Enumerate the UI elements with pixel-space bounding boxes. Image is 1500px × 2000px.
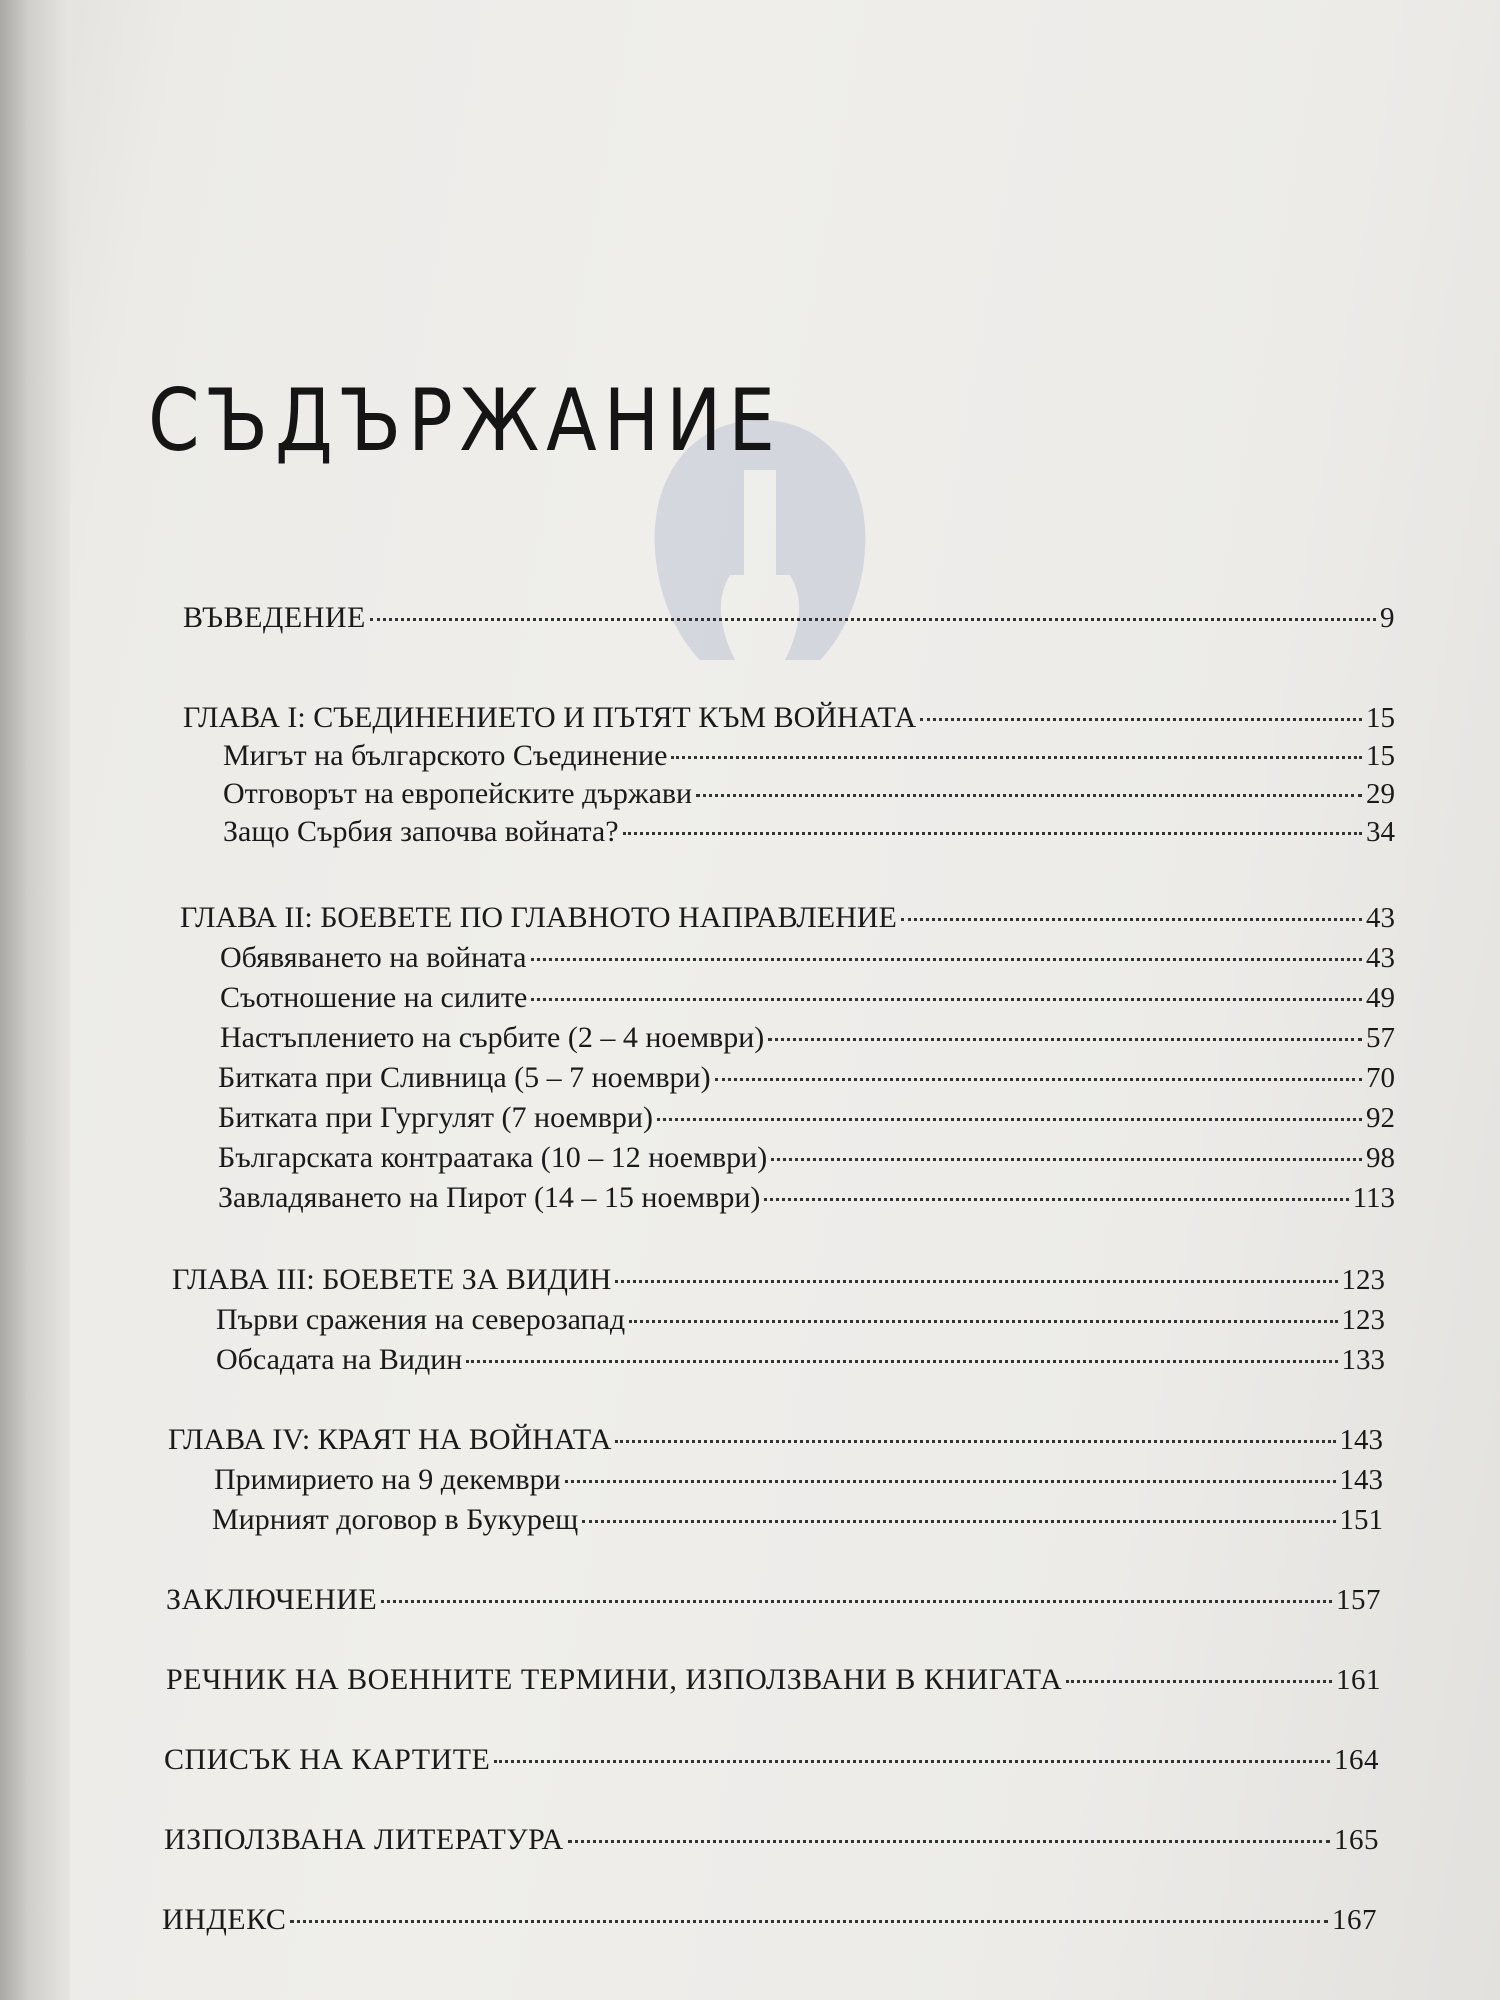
toc-entry-label: ИНДЕКС [162, 1903, 287, 1936]
toc-entry-page: 161 [1336, 1664, 1381, 1696]
toc-entry-introduction[interactable] [183, 600, 1395, 636]
toc-entry-page: 29 [1366, 778, 1395, 810]
toc-section[interactable] [223, 814, 1395, 850]
toc-entry-label: Българската контраатака (10 – 12 ноември) [218, 1141, 768, 1174]
toc-entry-page: 123 [1341, 1304, 1385, 1336]
toc-entry-label: ГЛАВА III: БОЕВЕТЕ ЗА ВИДИН [172, 1263, 612, 1296]
toc-leader-dots [565, 1480, 1336, 1483]
toc-entry-page: 157 [1336, 1584, 1381, 1616]
toc-entry-page: 9 [1380, 602, 1395, 634]
toc-entry-label: ИЗПОЛЗВАНА ЛИТЕРАТУРА [164, 1823, 564, 1856]
toc-entry-page: 43 [1366, 942, 1395, 974]
toc-entry-page: 123 [1341, 1264, 1385, 1296]
toc-section[interactable] [220, 940, 1395, 976]
toc-entry-page: 70 [1366, 1062, 1395, 1094]
toc-entry-page: 57 [1366, 1022, 1395, 1054]
toc-entry-label: ЗАКЛЮЧЕНИЕ [166, 1583, 378, 1616]
toc-entry-label: Съотношение на силите [220, 981, 528, 1014]
toc-section[interactable] [212, 1502, 1383, 1538]
toc-leader-dots [920, 718, 1362, 721]
toc-entry-conclusion[interactable] [166, 1582, 1381, 1618]
toc-leader-dots [466, 1360, 1337, 1363]
toc-entry-label: Защо Сърбия започва войната? [223, 815, 619, 848]
toc-leader-dots [629, 1320, 1337, 1323]
toc-entry-page: 43 [1366, 902, 1395, 934]
toc-leader-dots [771, 1158, 1362, 1161]
toc-entry-page: 15 [1366, 702, 1395, 734]
toc-entry-page: 165 [1334, 1824, 1379, 1856]
toc-leader-dots [623, 832, 1362, 835]
toc-leader-dots [696, 794, 1362, 797]
toc-leader-dots [615, 1280, 1337, 1283]
toc-entry-label: ГЛАВА IV: КРАЯТ НА ВОЙНАТА [168, 1423, 612, 1456]
toc-entry-label: РЕЧНИК НА ВОЕННИТЕ ТЕРМИНИ, ИЗПОЛЗВАНИ В КНИГАТА [166, 1663, 1063, 1696]
toc-entry-label: ВЪВЕДЕНИЕ [183, 601, 366, 634]
toc-entry-label: Настъплението на сърбите (2 – 4 ноември) [220, 1021, 765, 1054]
toc-entry-page: 164 [1334, 1744, 1379, 1776]
toc-entry-list-of-maps[interactable] [164, 1742, 1379, 1778]
toc-entry-label: ГЛАВА I: СЪЕДИНЕНИЕТО И ПЪТЯТ КЪМ ВОЙНАТА [183, 701, 917, 734]
toc-leader-dots [381, 1600, 1332, 1603]
toc-section[interactable] [218, 1060, 1395, 1096]
toc-section[interactable] [218, 1140, 1395, 1176]
toc-leader-dots [768, 1038, 1362, 1041]
toc-entry-page: 167 [1332, 1904, 1377, 1936]
toc-entry-label: Обсадата на Видин [216, 1343, 463, 1376]
toc-section[interactable] [218, 1180, 1395, 1216]
toc-entry-page: 92 [1366, 1102, 1395, 1134]
toc-leader-dots [582, 1520, 1335, 1523]
toc-entry-label: Битката при Сливница (5 – 7 ноември) [218, 1061, 711, 1094]
toc-leader-dots [901, 918, 1362, 921]
toc-entry-label: Битката при Гургулят (7 ноември) [218, 1101, 653, 1134]
toc-entry-label: Обявяването на войната [220, 941, 527, 974]
toc-leader-dots [657, 1118, 1362, 1121]
toc-entry-label: ГЛАВА II: БОЕВЕТЕ ПО ГЛАВНОТО НАПРАВЛЕНИЕ [180, 901, 897, 934]
toc-entry-label: Мирният договор в Букурещ [212, 1503, 579, 1536]
toc-section[interactable] [218, 1100, 1395, 1136]
toc-entry-label: СПИСЪК НА КАРТИТЕ [164, 1743, 491, 1776]
toc-entry-page: 34 [1366, 816, 1395, 848]
toc-chapter-2[interactable] [180, 900, 1395, 936]
toc-leader-dots [615, 1440, 1335, 1443]
toc-entry-label: Примирието на 9 декември [214, 1463, 561, 1496]
toc-section[interactable] [216, 1342, 1385, 1378]
toc-leader-dots [568, 1840, 1330, 1843]
toc-section[interactable] [214, 1462, 1383, 1498]
toc-entry-page: 15 [1366, 740, 1395, 772]
toc-leader-dots [671, 756, 1362, 759]
toc-entry-page: 98 [1366, 1142, 1395, 1174]
toc-entry-page: 113 [1352, 1182, 1395, 1214]
toc-entry-glossary[interactable] [166, 1662, 1381, 1698]
toc-entry-label: Завладяването на Пирот (14 – 15 ноември) [218, 1181, 761, 1214]
toc-chapter-1[interactable] [183, 700, 1395, 736]
toc-entry-page: 49 [1366, 982, 1395, 1014]
toc-section[interactable] [220, 980, 1395, 1016]
toc-entry-page: 143 [1339, 1424, 1383, 1456]
toc-section[interactable] [223, 776, 1395, 812]
toc-leader-dots [531, 958, 1363, 961]
toc-leader-dots [531, 998, 1362, 1001]
toc-entry-page: 133 [1341, 1344, 1385, 1376]
toc-entry-label: Мигът на българското Съединение [223, 739, 668, 772]
toc-chapter-4[interactable] [168, 1422, 1383, 1458]
toc-entry-index[interactable] [162, 1902, 1377, 1938]
toc-leader-dots [715, 1078, 1362, 1081]
toc-leader-dots [370, 618, 1376, 621]
toc-entry-label: Първи сражения на северозапад [216, 1303, 626, 1336]
toc-section[interactable] [216, 1302, 1385, 1338]
toc-entry-page: 143 [1339, 1464, 1383, 1496]
toc-leader-dots [494, 1760, 1330, 1763]
toc-entry-page: 151 [1339, 1504, 1383, 1536]
toc-entry-label: Отговорът на европейските държави [223, 777, 693, 810]
toc-leader-dots [290, 1920, 1328, 1923]
toc-section[interactable] [220, 1020, 1395, 1056]
page-title: СЪДЪРЖАНИЕ [148, 371, 782, 471]
toc-leader-dots [1066, 1680, 1332, 1683]
toc-section[interactable] [223, 738, 1395, 774]
toc-chapter-3[interactable] [172, 1262, 1385, 1298]
toc-leader-dots [764, 1198, 1348, 1201]
toc-entry-bibliography[interactable] [164, 1822, 1379, 1858]
